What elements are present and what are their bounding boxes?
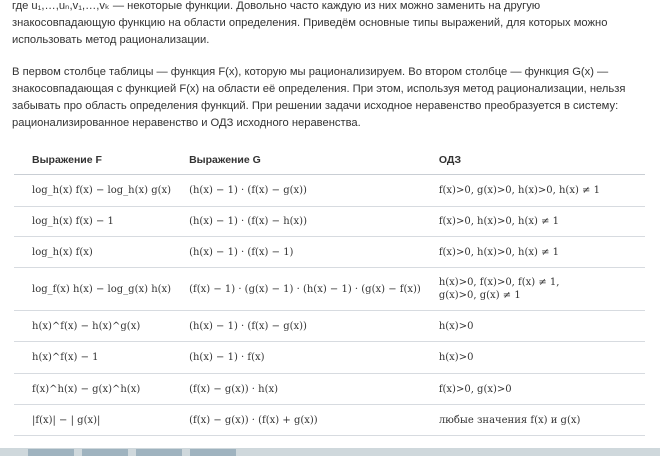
cell-odz: f(x)>0, g(x)>0, h(x)>0, h(x) ≠ 1 [421,175,645,207]
cell-odz: f(x)>0, h(x)>0, h(x) ≠ 1 [421,237,645,268]
table-row [14,175,645,207]
cell-expression-f: h(x)^f(x) − h(x)^g(x) [14,311,171,342]
rationalization-table [14,146,645,436]
table-row [14,311,645,342]
table-row [14,237,645,268]
cell-odz: любые значения f(x) и g(x) [421,405,645,436]
intro-paragraph-1: где u₁,…,uₙ,v₁,…,vₖ — некоторые функции. Довольно часто каждую из них можно заменить на другую знакосовпадающую функцию на области определения. Приведём основные типы выражений, для которых можно использовать метод рационализации. [12,0,608,46]
table-row [14,342,645,374]
cell-expression-g: (h(x) − 1) · (f(x) − h(x)) [171,207,421,237]
taskbar-button[interactable] [190,449,236,456]
cell-odz: h(x)>0, f(x)>0, f(x) ≠ 1, g(x)>0, g(x) ≠ 1 [421,268,645,311]
cell-expression-f: f(x)^h(x) − g(x)^h(x) [14,374,171,405]
taskbar-button[interactable] [82,449,128,456]
cell-expression-f: log_h(x) f(x) − 1 [14,207,171,237]
taskbar-button[interactable] [136,449,182,456]
table-row [14,405,645,436]
cell-expression-f: log_f(x) h(x) − log_g(x) h(x) [14,268,171,311]
cell-expression-g: (h(x) − 1) · f(x) [171,342,421,374]
table-row [14,268,645,311]
cell-odz: f(x)>0, h(x)>0, h(x) ≠ 1 [421,207,645,237]
cell-expression-g: (f(x) − 1) · (g(x) − 1) · (h(x) − 1) · (g(x) − f(x)) [171,268,421,311]
cell-expression-f: log_h(x) f(x) − log_h(x) g(x) [14,175,171,207]
cell-odz: h(x)>0 [421,342,645,374]
cell-expression-f: |f(x)| − | g(x)| [14,405,171,436]
table-row [14,207,645,237]
header-expression-f: Выражение F [14,146,171,175]
cell-expression-g: (h(x) − 1) · (f(x) − 1) [171,237,421,268]
taskbar-button[interactable] [28,449,74,456]
intro-paragraph-2: В первом столбце таблицы — функция F(x), которую мы рационализируем. Во втором столбце — функция G(x) — знакосовпадающая с функцией F(x) на области её определения. При этом, используя метод рационализации, нельзя забывать про область определения функций. При решении задачи исходное неравенство преобразуется в систему: рационализированное неравенство и ОДЗ исходного неравенства. [12,66,626,129]
cell-expression-g: (f(x) − g(x)) · (f(x) + g(x)) [171,405,421,436]
cell-expression-f: log_h(x) f(x) [14,237,171,268]
cell-odz: f(x)>0, g(x)>0 [421,374,645,405]
cell-odz: h(x)>0 [421,311,645,342]
header-odz: ОДЗ [421,146,645,175]
cell-expression-g: (h(x) − 1) · (f(x) − g(x)) [171,311,421,342]
table-row [14,374,645,405]
cell-expression-g: (h(x) − 1) · (f(x) − g(x)) [171,175,421,207]
table-header-row [14,146,645,175]
cell-expression-f: h(x)^f(x) − 1 [14,342,171,374]
cell-expression-g: (f(x) − g(x)) · h(x) [171,374,421,405]
header-expression-g: Выражение G [171,146,421,175]
